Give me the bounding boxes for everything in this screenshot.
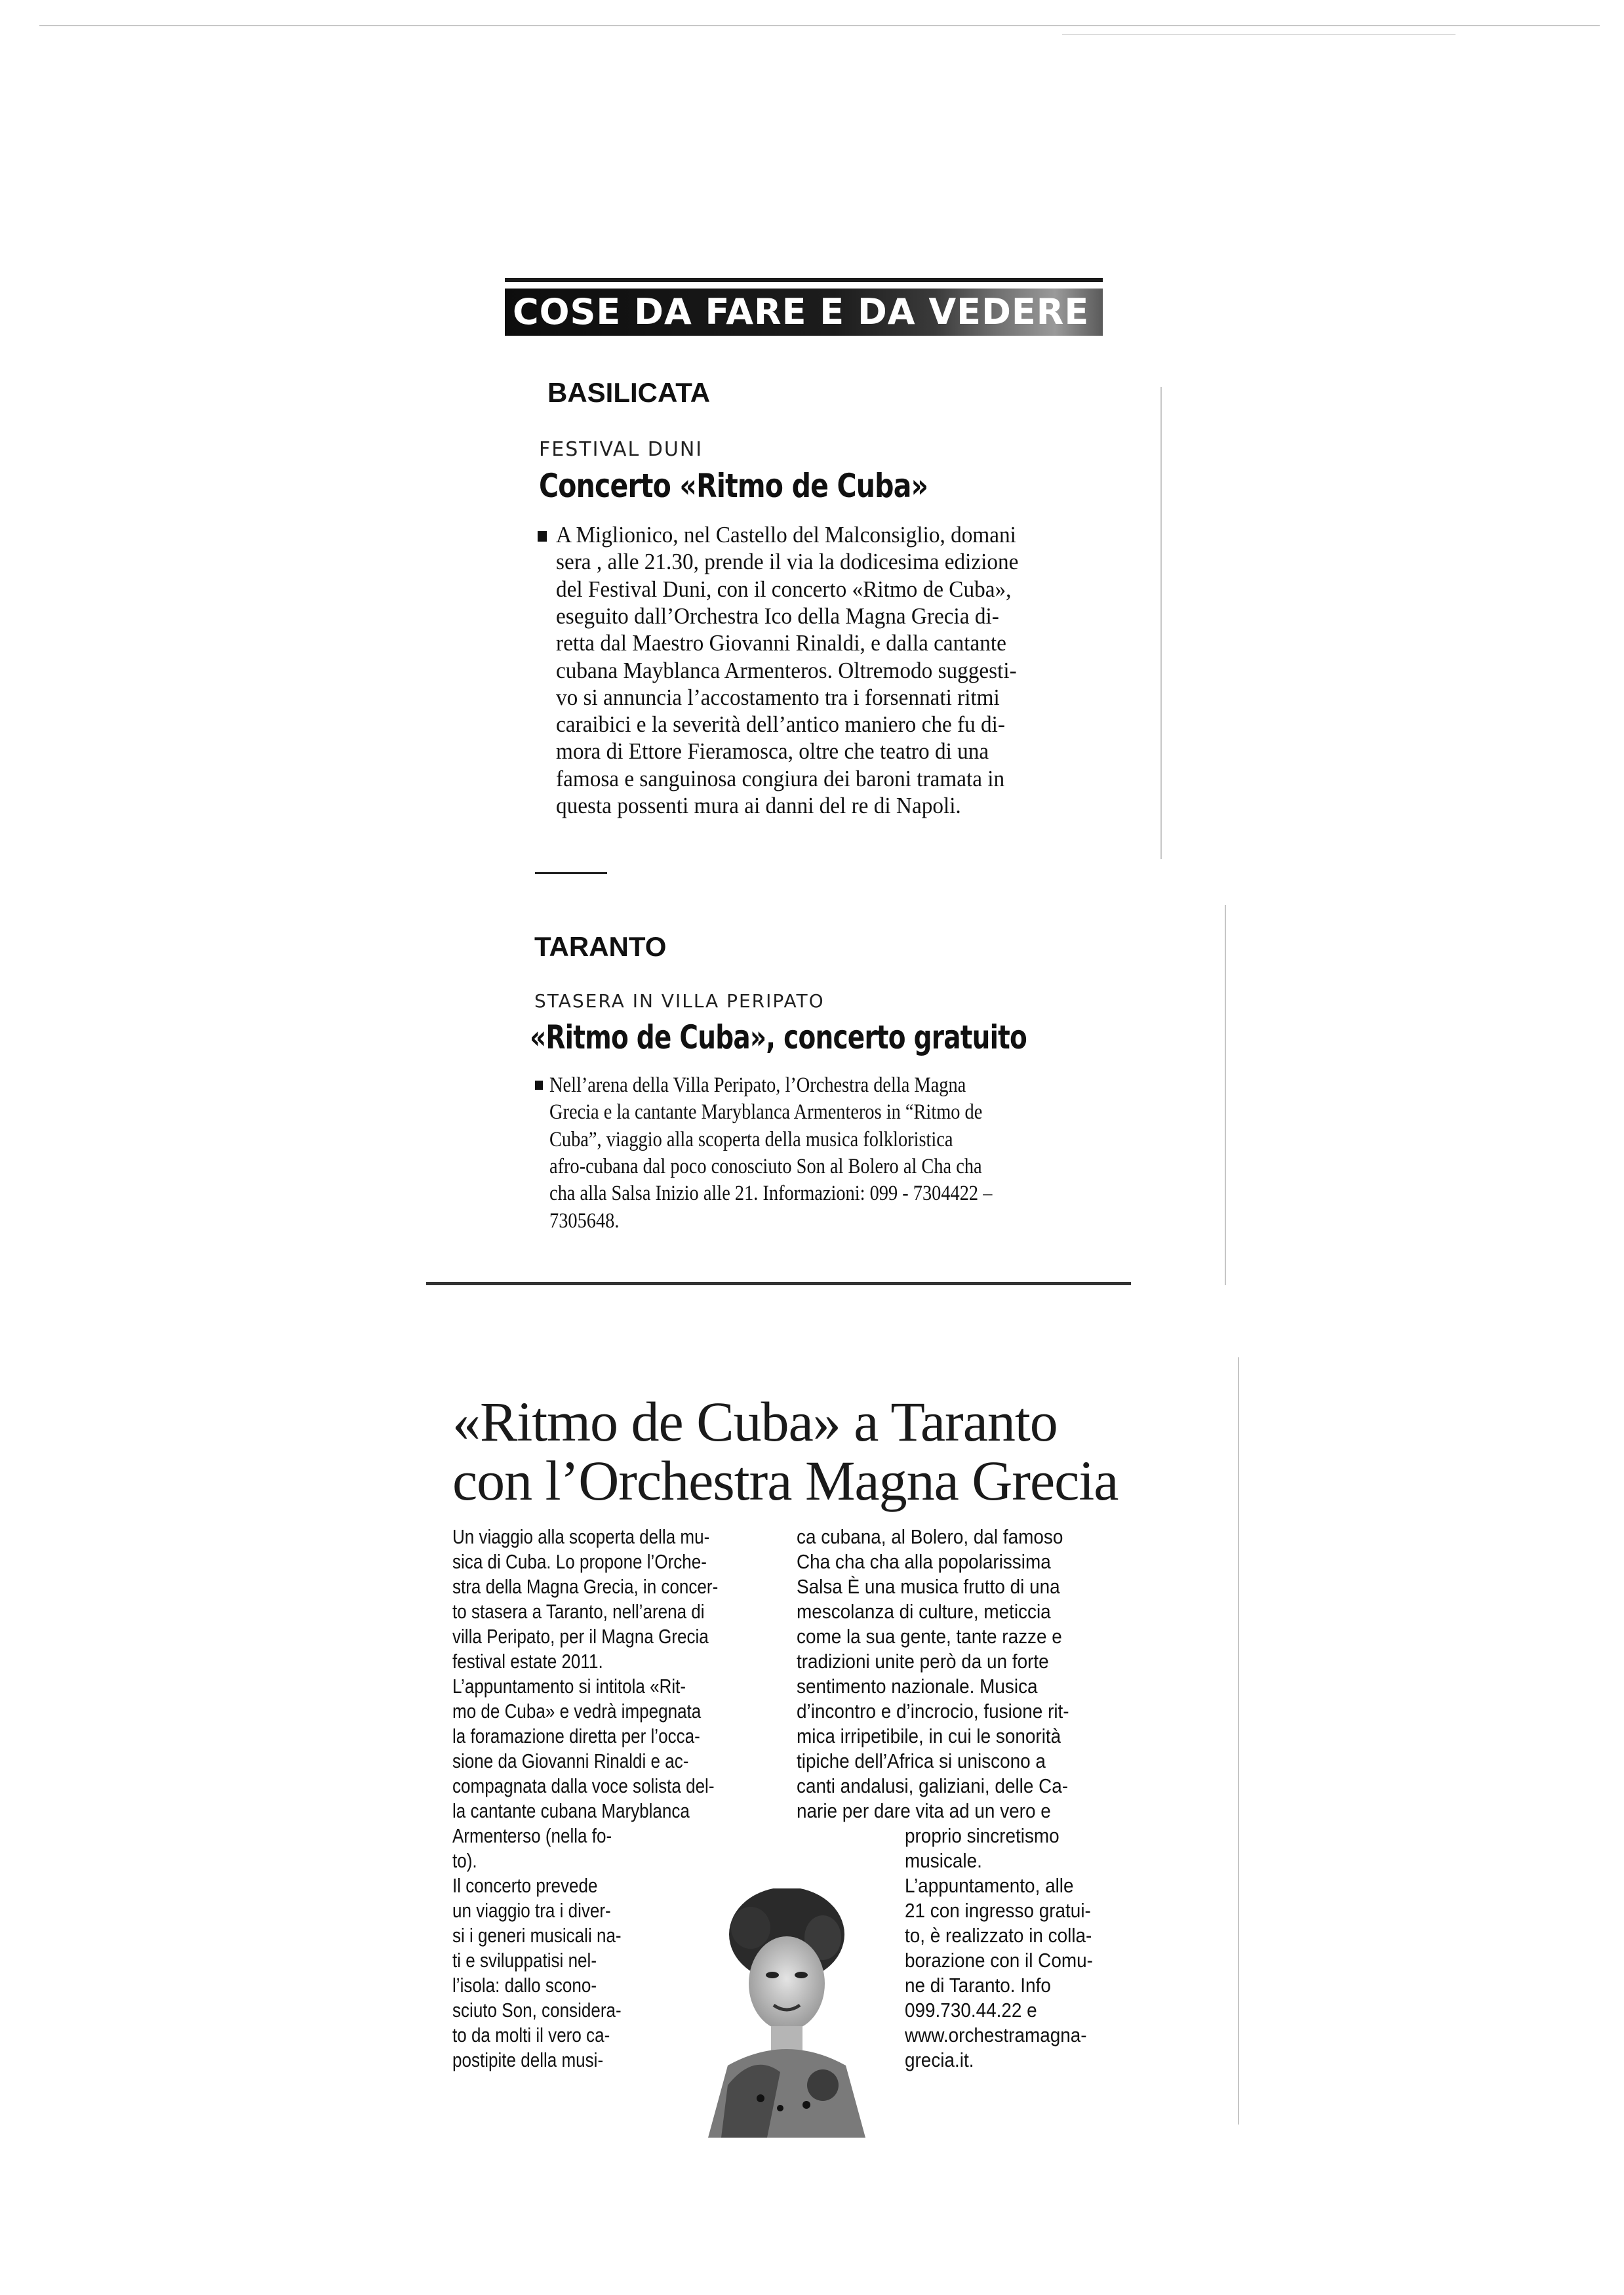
text-line: l’isola: dallo scono- (452, 1974, 597, 1997)
header-rule (505, 278, 1103, 282)
text-line: mica irripetibile, in cui le sonorità (797, 1725, 1061, 1747)
text-line: festival estate 2011. (452, 1650, 603, 1673)
text-line: tradizioni unite però da un forte (797, 1650, 1049, 1673)
text-line: L’appuntamento si intitola «Rit- (452, 1675, 686, 1698)
text-line: Un viaggio alla scoperta della mu- (452, 1525, 710, 1548)
text-line: www.orchestramagna- (905, 2024, 1087, 2046)
column-rule (1160, 387, 1162, 859)
text-line: Nell’arena della Villa Peripato, l’Orchestra della Magna (549, 1073, 966, 1097)
text-line: cubana Mayblanca Armenteros. Oltremodo suggesti- (556, 657, 1017, 683)
text-line: tipiche dell’Africa si uniscono a (797, 1749, 1046, 1772)
text-line: 7305648. (549, 1208, 620, 1233)
text-line: ti e sviluppatisi nel- (452, 1949, 597, 1972)
text-line: Il concerto prevede (452, 1874, 598, 1897)
text-line: Grecia e la cantante Maryblanca Armenteros in “Ritmo de (549, 1100, 983, 1125)
text-line: 21 con ingresso gratui- (905, 1899, 1091, 1922)
article1-kicker: FESTIVAL DUNI (539, 438, 703, 461)
article1-headline: Concerto «Ritmo de Cuba» (539, 467, 928, 505)
text-line: A Miglionico, nel Castello del Malconsiglio, domani (556, 522, 1016, 548)
text-line: stra della Magna Grecia, in concer- (452, 1575, 719, 1598)
text-line: 099.730.44.22 e (905, 1999, 1037, 2022)
text-line: la cantante cubana Maryblanca (452, 1799, 690, 1822)
article3-title-line2: con l’Orchestra Magna Grecia (452, 1449, 1119, 1512)
top-rule (39, 25, 1600, 26)
text-line: Cuba”, viaggio alla scoperta della musica folkloristica (549, 1127, 953, 1151)
text-line: postipite della musi- (452, 2048, 604, 2071)
text-line: proprio sincretismo (905, 1824, 1060, 1847)
article2-headline: «Ritmo de Cuba», concerto gratuito (530, 1018, 1027, 1056)
column-rule (1238, 1357, 1239, 2125)
text-line: Cha cha cha alla popolarissima (797, 1550, 1051, 1573)
text-line: sione da Giovanni Rinaldi e ac- (452, 1749, 689, 1772)
text-line: del Festival Duni, con il concerto «Ritmo de Cuba», (556, 576, 1012, 602)
text-line: borazione con il Comu- (905, 1949, 1093, 1972)
text-line: narie per dare vita ad un vero e (797, 1799, 1051, 1822)
text-line: to stasera a Taranto, nell’arena di (452, 1600, 705, 1623)
short-rule (535, 872, 607, 874)
text-line: sica di Cuba. Lo propone l’Orche- (452, 1550, 707, 1573)
text-line: sera , alle 21.30, prende il via la dodicesima edizione (556, 549, 1019, 575)
text-line: caraibici e la severità dell’antico maniero che fu di- (556, 711, 1005, 738)
text-line: afro-cubana dal poco conosciuto Son al Bolero al Cha cha (549, 1154, 982, 1178)
text-line: musicale. (905, 1849, 982, 1872)
text-line: canti andalusi, galiziani, delle Ca- (797, 1774, 1069, 1797)
column-rule (1225, 905, 1226, 1285)
text-line: cha alla Salsa Inizio alle 21. Informazioni: 099 - 7304422 – (549, 1182, 993, 1206)
text-line: to da molti il vero ca- (452, 2024, 610, 2046)
text-line: mo de Cuba» e vedrà impegnata (452, 1700, 702, 1723)
text-line: eseguito dall’Orchestra Ico della Magna Grecia di- (556, 603, 999, 629)
text-line: villa Peripato, per il Magna Grecia (452, 1625, 709, 1648)
bullet-marker (535, 1081, 543, 1090)
article1-region: BASILICATA (547, 377, 711, 408)
separator-line (426, 1282, 1131, 1285)
text-line: mescolanza di culture, meticcia (797, 1600, 1051, 1623)
text-line: ne di Taranto. Info (905, 1974, 1051, 1997)
text-line: sciuto Son, considera- (452, 1999, 622, 2022)
text-line: vo si annuncia l’accostamento tra i forsennati ritmi (556, 684, 1000, 710)
article3-title-line1: «Ritmo de Cuba» a Taranto (452, 1390, 1058, 1453)
text-line: un viaggio tra i diver- (452, 1899, 611, 1922)
singer-photo (682, 1888, 879, 2138)
text-line: questa possenti mura ai danni del re di Napoli. (556, 793, 961, 818)
text-line: compagnata dalla voce solista del- (452, 1774, 715, 1797)
text-line: si i generi musicali na- (452, 1924, 622, 1947)
section-header-title: COSE DA FARE E DA VEDERE (513, 291, 1090, 332)
text-line: ca cubana, al Bolero, dal famoso (797, 1525, 1063, 1548)
article2-region: TARANTO (534, 931, 667, 962)
text-line: d’incontro e d’incrocio, fusione rit- (797, 1700, 1069, 1723)
text-line: L’appuntamento, alle (905, 1874, 1074, 1897)
text-line: grecia.it. (905, 2048, 974, 2071)
text-line: sentimento nazionale. Musica (797, 1675, 1038, 1698)
text-line: famosa e sanguinosa congiura dei baroni tramata in (556, 765, 1005, 791)
article2-kicker: STASERA IN VILLA PERIPATO (534, 990, 825, 1012)
text-line: Armenterso (nella fo- (452, 1824, 612, 1847)
text-line: to, è realizzato in colla- (905, 1924, 1092, 1947)
text-line: retta dal Maestro Giovanni Rinaldi, e dalla cantante (556, 630, 1006, 656)
text-line: mora di Ettore Fieramosca, oltre che teatro di una (556, 738, 989, 765)
text-line: la foramazione diretta per l’occa- (452, 1725, 700, 1747)
text-line: come la sua gente, tante razze e (797, 1625, 1062, 1648)
top-rule-secondary (1062, 34, 1456, 35)
text-line: Salsa È una musica frutto di una (797, 1575, 1060, 1598)
bullet-marker (538, 531, 547, 542)
text-line: to). (452, 1849, 477, 1872)
